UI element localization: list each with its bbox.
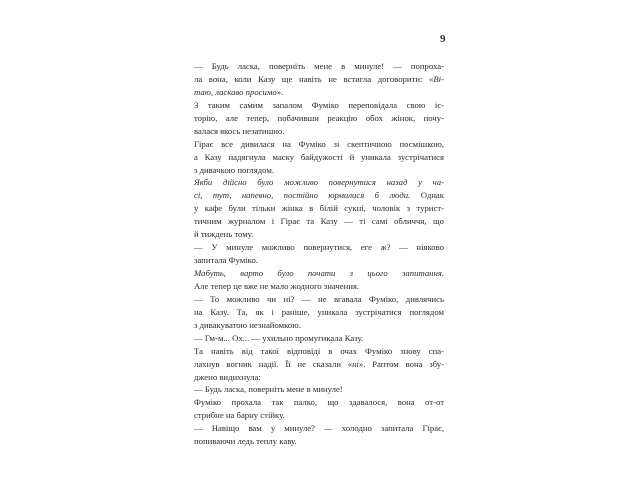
text-line <box>194 215 444 228</box>
text-segment: Однак <box>410 190 444 201</box>
italic-text: сі, тут, напевно, постійно юрмилися б люди. <box>194 190 411 201</box>
text-segment: тичним журналом і Гірає та Казу — ті самі обличчя, що <box>194 216 444 227</box>
text-line <box>194 151 444 164</box>
text-line <box>194 345 444 358</box>
text-line <box>194 125 444 138</box>
text-segment: ». <box>276 86 284 97</box>
text-segment: Та навіть від такої відповіді в очах Фуміко знову спа- <box>194 345 444 356</box>
text-line <box>194 176 444 189</box>
text-segment: — Будь ласка, поверніть мене в минуле! — попроха- <box>194 61 444 71</box>
italic-text: таю, ласкаво просимо <box>194 86 277 97</box>
italic-text: Ві- <box>433 73 444 84</box>
text-line <box>194 293 444 306</box>
text-segment: а Казу надягнула маску байдужості й уникала зустрічатися <box>194 151 444 162</box>
text-segment: — То можливо чи ні? — не вгавала Фуміко, дивлячись <box>194 293 444 304</box>
text-line <box>194 254 444 267</box>
text-segment: Гірає все дивилася на Фуміко зі скептичною посмішкою, <box>194 138 444 149</box>
text-line <box>194 371 444 384</box>
text-line <box>194 99 444 112</box>
text-segment: Фуміко прохала так палко, що здавалося, вона от-от <box>194 397 444 408</box>
text-segment: з дивачкою поглядом. <box>194 164 275 175</box>
text-segment: валася якось незатишно. <box>194 125 285 136</box>
text-line <box>194 138 444 151</box>
text-line <box>194 189 444 202</box>
text-line <box>194 228 444 241</box>
text-segment: у кафе були тільки жінка в білій сукні, чоловік з турист- <box>194 203 444 214</box>
text-segment: й тиждень тому. <box>194 229 254 240</box>
text-line <box>194 267 444 280</box>
text-segment: Але тепер це вже не мало жодного значення. <box>194 280 360 291</box>
text-segment: з дивакуватою незнайомкою. <box>194 319 301 330</box>
text-segment: З таким самим запалом Фуміко переповідала свою іс- <box>194 99 444 110</box>
text-line <box>194 280 444 293</box>
text-segment: ла вона, коли Казу ще навіть не встигла договорити: « <box>194 73 434 84</box>
italic-text: ні <box>352 358 359 369</box>
text-line <box>194 332 444 345</box>
text-line <box>194 319 444 332</box>
text-line <box>194 383 444 396</box>
text-line <box>194 396 444 409</box>
text-line <box>194 409 444 422</box>
italic-text: Мабуть, варто було почати з цього запитання. <box>194 268 444 278</box>
text-line <box>194 358 444 371</box>
page-number: 9 <box>440 33 446 45</box>
text-segment: — У минуле можливо повернутися, еге ж? — ніяково <box>194 242 444 253</box>
text-segment: — Навіщо вам у минуле? — холодно запитала Гірає, <box>194 423 444 434</box>
text-segment: на Казу. Та, як і раніше, уникала зустрічатися поглядом <box>194 306 444 317</box>
text-line <box>194 435 444 448</box>
text-line <box>194 73 444 86</box>
text-line <box>194 86 444 99</box>
text-line <box>194 241 444 254</box>
text-line <box>194 60 444 73</box>
text-segment: лахнув вогник надії. Її не сказали « <box>194 358 353 369</box>
text-line <box>194 422 444 435</box>
text-line <box>194 306 444 319</box>
body-text <box>194 60 444 448</box>
text-segment: стрибне на барну стійку. <box>194 410 285 421</box>
text-segment: — Будь ласка, поверніть мене в минуле! <box>194 384 343 395</box>
text-segment: ». Раптом вона збу- <box>358 358 444 369</box>
text-line <box>194 164 444 177</box>
text-line <box>194 202 444 215</box>
text-line <box>194 112 444 125</box>
text-segment: запитала Фуміко. <box>194 255 258 266</box>
text-segment: торію, але тепер, побачивши реакцію обох жінок, почу- <box>194 112 444 123</box>
text-segment: джено видихнула: <box>194 371 261 382</box>
text-segment: попиваючи ледь теплу каву. <box>194 436 297 447</box>
text-segment: — Гм-м... Ох... — ухильно промугикала Казу. <box>194 332 364 343</box>
italic-text: Якби дійсно було можливо повернутися назад у ча- <box>194 177 444 188</box>
